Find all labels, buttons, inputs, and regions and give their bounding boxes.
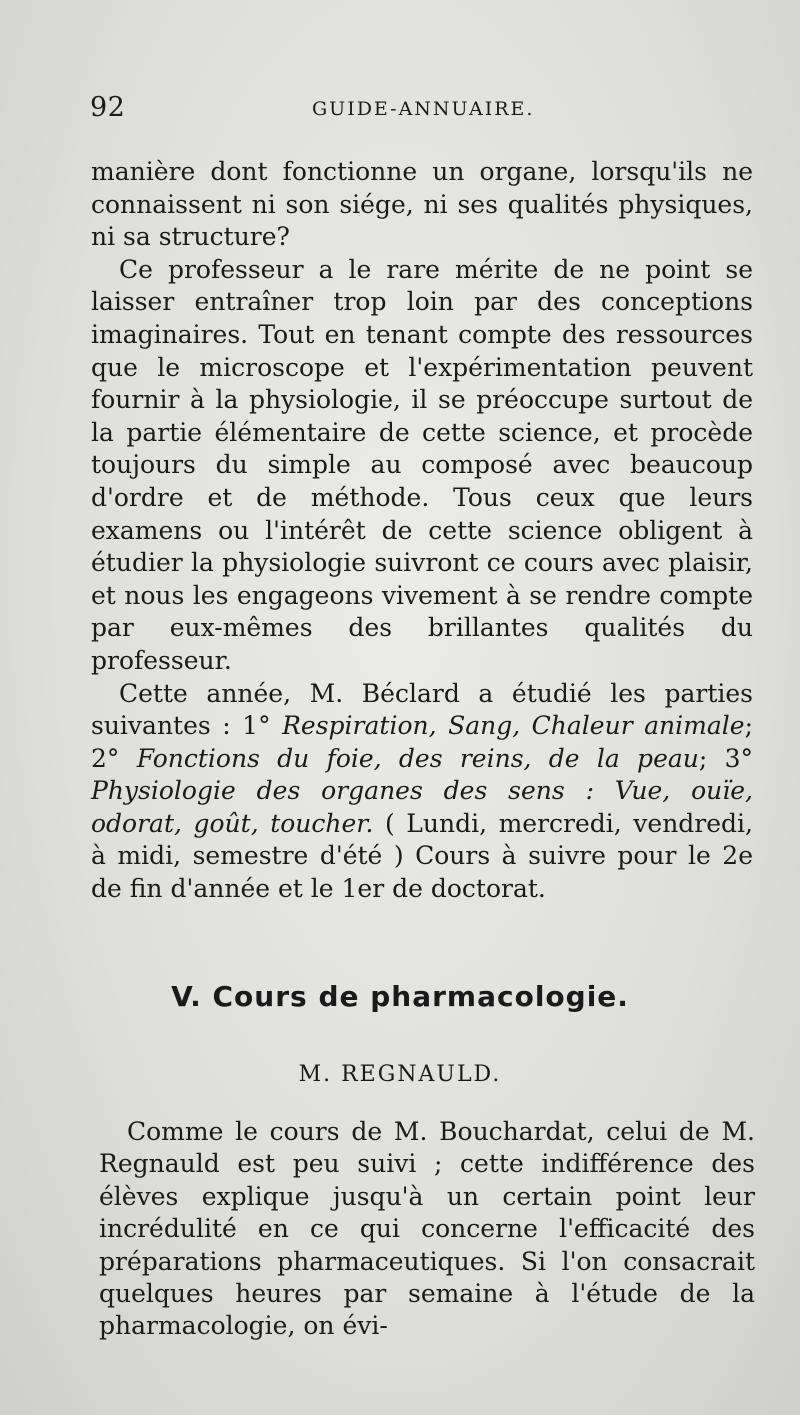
paragraph-pharmacology: Comme le cours de M. Bouchardat, celui de M. Regnauld est peu suivi ; cette indifférence des élèves explique jusqu'à un certain point leur incrédulité en ce qui concerne l'efficacité des préparations pharmaceutiques. Si l'on consacrait quelques heures par semaine à l'étude de la pharmacologie, on évi-	[99, 1117, 755, 1341]
paragraph-continued: manière dont fonctionne un organe, lorsqu'ils ne connaissent ni son siége, ni ses qualités physiques, ni sa structure?	[91, 157, 753, 252]
topic-separator-1: ; 2°	[91, 711, 753, 773]
topics-schedule: ( Lundi, mercredi, vendredi, à midi, semestre d'été ) Cours à suivre pour le 2e de fin d'année et le 1er de doctorat.	[91, 808, 753, 904]
section-text	[99, 1116, 755, 1343]
topic-3: Physiologie des organes des sens : Vue, ouïe, odorat, goût, toucher.	[91, 776, 753, 838]
main-text	[91, 156, 753, 906]
topics-intro: Cette année, M. Béclard a étudié les parties suivantes : 1°	[91, 678, 753, 741]
section-heading: V. Cours de pharmacologie.	[171, 980, 629, 1013]
paragraph-course-topics	[91, 678, 753, 906]
topic-separator-2: ; 3°	[698, 743, 754, 773]
page-number: 92	[90, 92, 126, 123]
topic-2: Fonctions du foie, des reins, de la peau	[136, 743, 699, 773]
topic-1: Respiration, Sang, Chaleur animale	[282, 711, 745, 741]
professor-name: M. REGNAULD.	[298, 1062, 502, 1087]
running-title: GUIDE-ANNUAIRE.	[312, 98, 535, 120]
running-head	[90, 92, 750, 132]
paragraph-professor-review: Ce professeur a le rare mérite de ne point se laisser entraîner trop loin par des conceptions imaginaires. Tout en tenant compte des ressources que le microscope et l'expérimentation peuvent fournir à la physiologie, il se préoccupe surtout de la partie élémentaire de cette science, et procède toujours du simple au composé avec beaucoup d'ordre et de méthode. Tous ceux que leurs examens ou l'intérêt de cette science obligent à étudier la physiologie suivront ce cours avec plaisir, et nous les engageons vivement à se rendre compte par eux-mêmes des brillantes qualités du professeur.	[91, 254, 753, 675]
